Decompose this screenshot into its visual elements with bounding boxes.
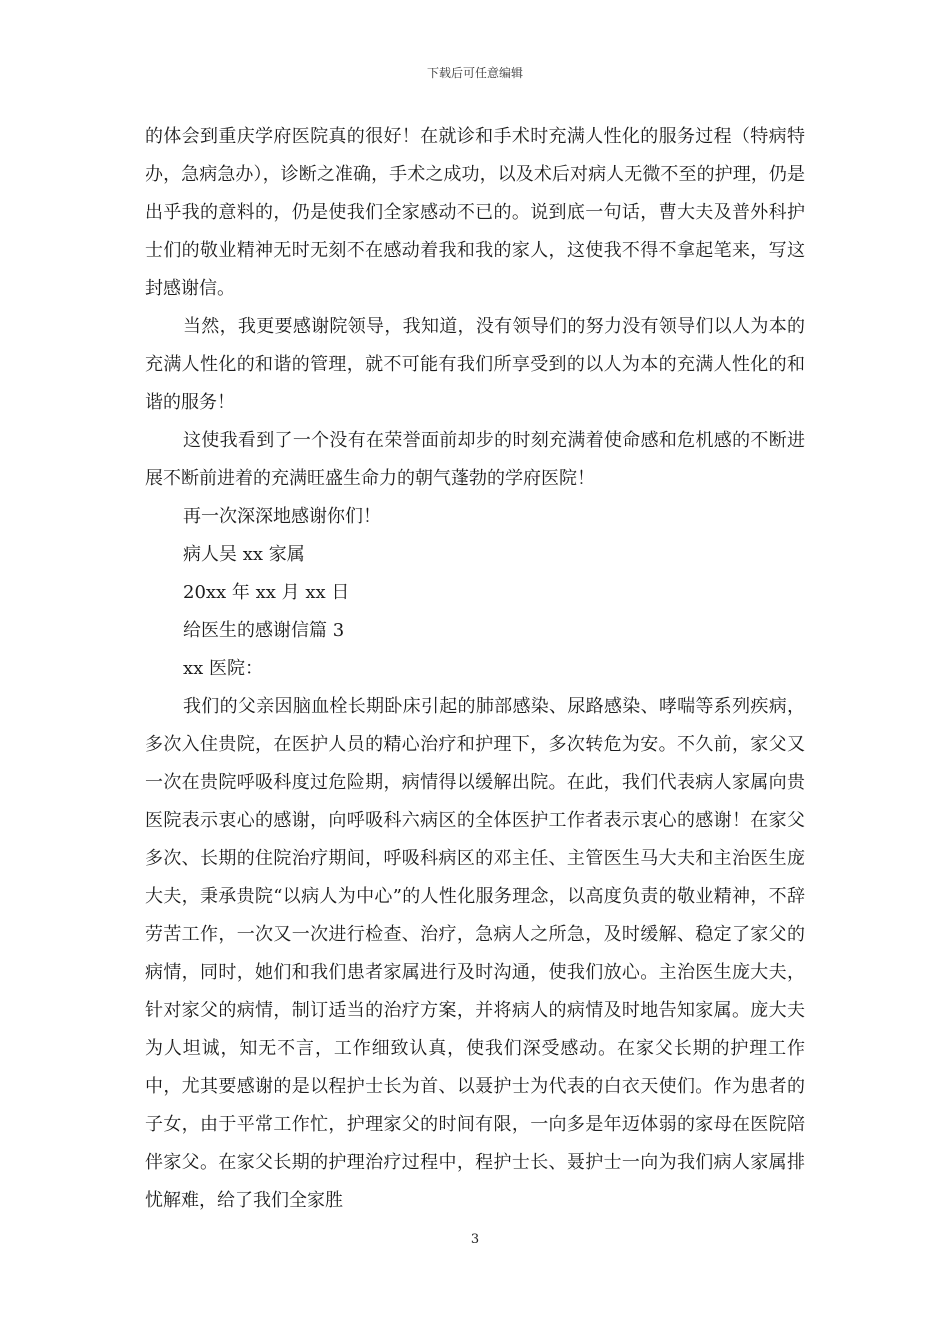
paragraph-2: 当然，我更要感谢院领导，我知道，没有领导们的努力没有领导们以人为本的充满人性化的和谐的管理，就不可能有我们所享受到的以人为本的充满人性化的和谐的服务！ (145, 316, 805, 413)
paragraph-3: 这使我看到了一个没有在荣誉面前却步的时刻充满着使命感和危机感的不断进展不断前进着的充满旺盛生命力的朝气蓬勃的学府医院！ (145, 430, 805, 489)
paragraph-letter-3: 我们的父亲因脑血栓长期卧床引起的肺部感染、尿路感染、哮喘等系列疾病，多次入住贵院，在医护人员的精心治疗和护理下，多次转危为安。不久前，家父又一次在贵院呼吸科度过危险期，病情得以缓解出院。在此，我们代表病人家属向贵医院表示衷心的感谢，向呼吸科六病区的全体医护工作者表示衷心的感谢！在家父多次、长期的住院治疗期间，呼吸科病区的邓主任、主管医生马大夫和主治医生庞大夫，秉承贵院“以病人为中心”的人性化服务理念，以高度负责的敬业精神，不辞劳苦工作，一次又一次进行检查、治疗，急病人之所急，及时缓解、稳定了家父的病情，同时，她们和我们患者家属进行及时沟通，使我们放心。主治医生庞大夫，针对家父的病情，制订适当的治疗方案，并将病人的病情及时地告知家属。庞大夫为人坦诚，知无不言，工作细致认真，使我们深受感动。在家父长期的护理工作中，尤其要感谢的是以程护士长为首、以聂护士为代表的白衣天使们。作为患者的子女，由于平常工作忙，护理家父的时间有限，一向多是年迈体弱的家母在医院陪伴家父。在家父长期的护理治疗过程中，程护士长、聂护士一向为我们病人家属排忧解难，给了我们全家胜 (145, 696, 805, 1211)
paragraph-1: 的体会到重庆学府医院真的很好！在就诊和手术时充满人性化的服务过程（特病特办，急病急办），诊断之准确，手术之成功，以及术后对病人无微不至的护理，仍是出乎我的意料的，仍是使我们全家感动不已的。说到底一句话，曹大夫及普外科护士们的敬业精神无时无刻不在感动着我和我的家人，这使我不得不拿起笔来，写这封感谢信。 (145, 126, 805, 299)
salutation: xx 医院： (183, 658, 264, 679)
document-body (145, 118, 805, 1220)
page-header: 下载后可任意编辑 (426, 66, 523, 80)
page-number: 3 (470, 1232, 480, 1247)
closing-thanks: 再一次深深地感谢你们！ (183, 506, 381, 527)
date-line: 20xx 年 xx 月 xx 日 (183, 582, 350, 603)
section-title: 给医生的感谢信篇 3 (183, 620, 345, 641)
signature: 病人吴 xx 家属 (183, 544, 305, 565)
